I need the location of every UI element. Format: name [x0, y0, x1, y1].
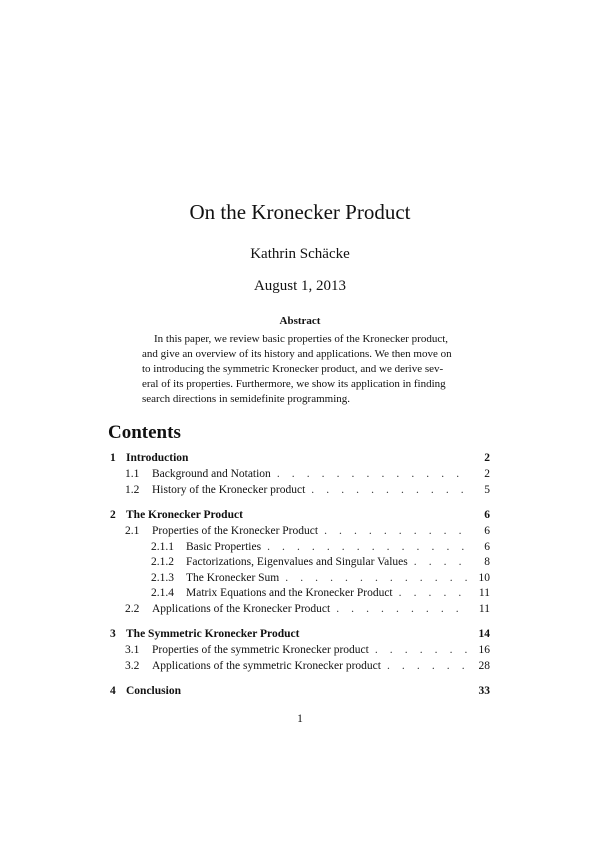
contents-heading: Contents: [108, 422, 181, 443]
toc-entry-subsection[interactable]: [110, 659, 490, 675]
toc-leader-dots: [387, 659, 470, 675]
toc-number: 2.1.2: [151, 556, 174, 568]
toc-section: [110, 627, 490, 674]
toc-number: 3.1: [125, 644, 140, 656]
abstract-line: to introducing the symmetric Kronecker product, and we derive sev-: [142, 363, 444, 375]
toc-page: 33: [478, 685, 490, 697]
toc-section: [110, 684, 490, 700]
toc-entry-subsection[interactable]: [110, 602, 490, 618]
abstract-heading: Abstract: [279, 315, 321, 327]
table-of-contents: [110, 451, 490, 710]
toc-number: 4: [110, 685, 116, 697]
toc-entry-section[interactable]: [110, 627, 490, 643]
toc-number: 3: [110, 628, 116, 640]
toc-page: 10: [478, 571, 490, 584]
toc-leader-dots: [375, 643, 470, 659]
page-number: 1: [297, 713, 303, 725]
toc-page: 14: [478, 628, 490, 640]
toc-number: 2.1: [125, 525, 140, 537]
abstract-line: search directions in semidefinite programming.: [142, 393, 351, 405]
toc-number: 3.2: [125, 659, 140, 672]
toc-entry-subsection[interactable]: [110, 524, 490, 540]
toc-entry-section[interactable]: [110, 508, 490, 524]
toc-label: The Symmetric Kronecker Product: [126, 628, 300, 640]
toc-label: History of the Kronecker product: [152, 483, 306, 496]
toc-label: The Kronecker Product: [126, 509, 243, 521]
toc-page: 11: [478, 587, 490, 599]
toc-entry-section[interactable]: [110, 451, 490, 467]
toc-entry-subsection[interactable]: [110, 483, 490, 499]
toc-label: Introduction: [126, 452, 189, 464]
toc-page: 5: [484, 483, 490, 496]
toc-number: 1.1: [125, 468, 140, 480]
toc-label: Conclusion: [126, 685, 181, 697]
toc-page: 6: [484, 525, 490, 537]
toc-entry-subsubsection[interactable]: [110, 540, 490, 556]
toc-page: 16: [478, 644, 490, 656]
toc-number: 1: [110, 452, 116, 464]
toc-number: 2: [110, 509, 116, 521]
publication-date: August 1, 2013: [253, 278, 347, 294]
toc-leader-dots: [414, 555, 470, 571]
toc-entry-subsubsection[interactable]: [110, 555, 490, 571]
toc-leader-dots: [267, 540, 470, 556]
toc-page: 6: [484, 540, 490, 553]
toc-number: 2.1.4: [151, 587, 174, 599]
toc-leader-dots: [285, 571, 470, 587]
toc-label: Properties of the symmetric Kronecker product: [152, 644, 369, 656]
toc-leader-dots: [277, 467, 470, 483]
toc-label: Factorizations, Eigenvalues and Singular Values: [186, 556, 408, 568]
toc-section: [110, 451, 490, 498]
abstract-line: and give an overview of its history and applications. We then move on: [142, 348, 452, 360]
toc-entry-subsubsection[interactable]: [110, 571, 490, 587]
toc-leader-dots: [399, 586, 470, 602]
document-title: On the Kronecker Product: [189, 200, 411, 224]
toc-page: 2: [484, 468, 490, 480]
toc-leader-dots: [311, 483, 470, 499]
toc-page: 11: [478, 602, 490, 615]
toc-label: Properties of the Kronecker Product: [152, 525, 319, 537]
toc-label: Applications of the symmetric Kronecker product: [152, 659, 381, 672]
toc-label: Background and Notation: [152, 468, 271, 480]
toc-entry-subsection[interactable]: [110, 467, 490, 483]
toc-leader-dots: [336, 602, 470, 618]
abstract-line: eral of its properties. Furthermore, we show its application in finding: [142, 378, 446, 390]
toc-section: [110, 508, 490, 617]
toc-entry-subsubsection[interactable]: [110, 586, 490, 602]
author-name: Kathrin Schäcke: [250, 246, 350, 262]
toc-leader-dots: [324, 524, 470, 540]
abstract-body: [142, 332, 460, 407]
toc-number: 2.1.1: [151, 540, 174, 553]
toc-label: Basic Properties: [186, 540, 262, 553]
toc-entry-subsection[interactable]: [110, 643, 490, 659]
toc-label: Applications of the Kronecker Product: [152, 602, 331, 615]
toc-label: Matrix Equations and the Kronecker Product: [186, 587, 393, 599]
toc-number: 2.2: [125, 602, 140, 615]
toc-page: 28: [478, 659, 490, 672]
toc-page: 2: [484, 452, 490, 464]
toc-page: 8: [484, 556, 490, 568]
toc-entry-section[interactable]: [110, 684, 490, 700]
toc-number: 2.1.3: [151, 571, 174, 584]
abstract-line: In this paper, we review basic properties of the Kronecker product,: [154, 333, 449, 345]
toc-label: The Kronecker Sum: [186, 571, 280, 584]
toc-number: 1.2: [125, 483, 140, 496]
toc-page: 6: [484, 509, 490, 521]
